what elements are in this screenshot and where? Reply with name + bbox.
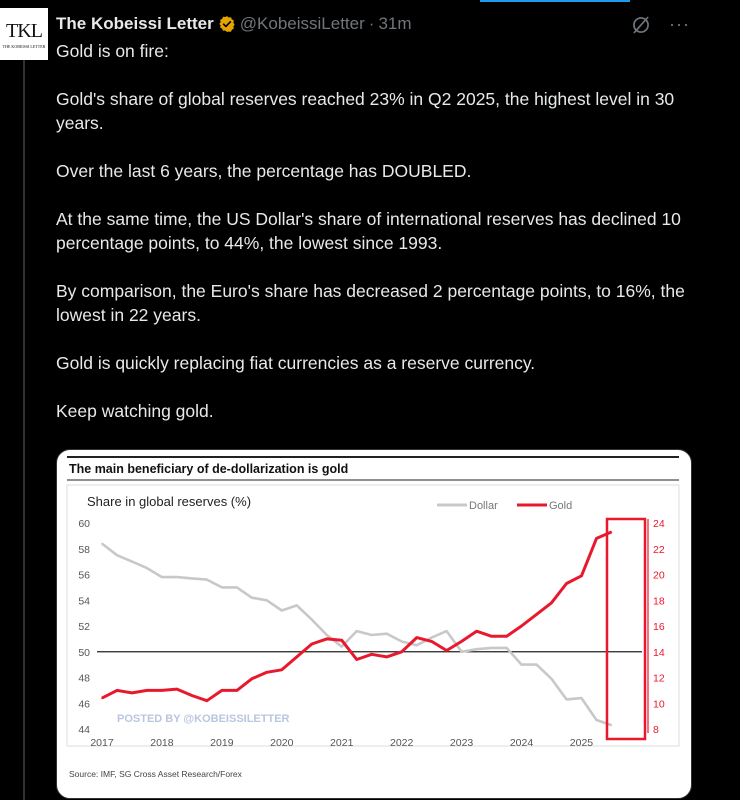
data-point-dollar [371, 634, 373, 636]
thread-line [23, 58, 25, 800]
avatar-monogram: TKL [6, 19, 42, 42]
data-point-dollar [401, 641, 403, 643]
avatar-subtext: THE KOBEISSI LETTER [2, 43, 46, 49]
left-axis-tick-label: 44 [78, 724, 90, 736]
left-axis-tick-label: 54 [78, 595, 90, 608]
data-point-gold [386, 656, 388, 658]
data-point-dollar [596, 719, 598, 721]
data-point-gold [146, 690, 148, 692]
data-point-dollar [386, 633, 388, 635]
data-point-dollar [581, 697, 583, 699]
data-point-dollar [326, 634, 328, 636]
data-point-gold [161, 690, 163, 692]
left-axis-tick-label: 58 [78, 543, 90, 556]
data-point-gold [296, 656, 298, 658]
left-axis-tick-label: 50 [78, 646, 90, 659]
data-point-gold [101, 697, 103, 699]
avatar[interactable] [0, 8, 48, 60]
left-axis-tick-label: 48 [78, 672, 90, 685]
x-axis-tick-label: 2024 [509, 737, 534, 749]
data-point-dollar [566, 699, 568, 701]
x-axis-tick-label: 2017 [90, 737, 114, 749]
data-point-dollar [146, 567, 148, 569]
grok-icon[interactable] [631, 15, 651, 35]
data-point-gold [281, 669, 283, 671]
tweet-paragraph: At the same time, the US Dollar's share of international reserves has declined 10 percentage points, to 44%, the lowest since 1993. [56, 209, 681, 253]
data-point-dollar [296, 605, 298, 607]
data-point-gold [326, 638, 328, 640]
data-point-gold [176, 688, 178, 690]
data-point-gold [221, 690, 223, 692]
data-point-gold [401, 651, 403, 653]
data-point-gold [191, 695, 193, 697]
top-accent-line [480, 0, 630, 2]
tweet-text [56, 39, 706, 447]
right-axis-tick-label: 12 [653, 672, 665, 685]
watermark: POSTED BY @KOBEISSILETTER [117, 713, 290, 725]
data-point-gold [236, 690, 238, 692]
x-axis-tick-label: 2022 [389, 737, 414, 749]
tweet-paragraph: Gold is quickly replacing fiat currencies as a reserve currency. [56, 353, 536, 373]
legend-dollar-label: Dollar [469, 500, 498, 512]
x-axis-tick-label: 2025 [569, 737, 594, 749]
chart-source: Source: IMF, SG Cross Asset Research/Forex [69, 769, 242, 779]
data-point-dollar [101, 543, 103, 545]
right-axis-tick-label: 16 [653, 621, 665, 633]
data-point-dollar [266, 600, 268, 602]
x-axis-tick-label: 2023 [449, 737, 474, 749]
data-point-gold [446, 650, 448, 652]
tweet-paragraph: Gold's share of global reserves reached 23% in Q2 2025, the highest level in 30 years. [56, 89, 675, 133]
data-point-gold [551, 602, 553, 604]
data-point-gold [116, 690, 118, 692]
data-point-gold [206, 700, 208, 702]
left-axis-tick-label: 56 [78, 569, 90, 582]
data-point-dollar [311, 619, 313, 621]
separator-dot: · [368, 14, 375, 33]
tweet-actions [631, 14, 690, 35]
tweet-paragraph: Over the last 6 years, the percentage has DOUBLED. [56, 161, 472, 181]
data-point-gold [341, 639, 343, 641]
data-point-dollar [176, 576, 178, 578]
data-point-gold [506, 636, 508, 638]
right-axis-tick-label: 18 [653, 595, 665, 608]
data-point-dollar [341, 646, 343, 648]
right-axis-tick-label: 24 [653, 518, 665, 530]
data-point-gold [491, 636, 493, 638]
left-axis-tick-label: 52 [78, 621, 90, 633]
legend-gold-label: Gold [549, 500, 573, 512]
data-point-dollar [446, 630, 448, 632]
x-axis-tick-label: 2018 [150, 737, 174, 749]
data-point-gold [266, 672, 268, 674]
right-axis-tick-label: 14 [653, 646, 665, 659]
data-point-dollar [131, 561, 133, 563]
verified-badge-icon [218, 15, 236, 33]
data-point-gold [476, 630, 478, 632]
data-point-dollar [221, 587, 223, 589]
data-point-gold [461, 641, 463, 643]
data-point-gold [536, 614, 538, 616]
tweet-paragraph: Keep watching gold. [56, 401, 214, 421]
author-handle[interactable]: @KobeissiLetter [239, 14, 365, 33]
data-point-gold [371, 654, 373, 656]
more-icon[interactable]: ··· [669, 14, 690, 34]
data-point-dollar [206, 579, 208, 581]
data-point-dollar [191, 578, 193, 580]
author-name[interactable]: The Kobeissi Letter [56, 14, 214, 33]
x-axis-tick-label: 2020 [270, 737, 294, 749]
data-point-dollar [536, 664, 538, 666]
right-axis-tick-label: 8 [653, 724, 659, 736]
chart-subtitle: Share in global reserves (%) [87, 494, 252, 509]
data-point-dollar [461, 651, 463, 653]
data-point-dollar [506, 647, 508, 649]
data-point-gold [431, 641, 433, 643]
left-axis-tick-label: 60 [78, 518, 90, 530]
data-point-gold [251, 678, 253, 680]
data-point-dollar [551, 678, 553, 680]
data-point-gold [356, 659, 358, 661]
data-point-dollar [236, 587, 238, 589]
right-axis-tick-label: 22 [653, 543, 665, 556]
data-point-dollar [416, 645, 418, 647]
data-point-dollar [251, 597, 253, 599]
tweet-header [56, 14, 412, 34]
timestamp[interactable]: 31m [378, 14, 412, 33]
data-point-dollar [281, 610, 283, 612]
data-point-dollar [476, 648, 478, 650]
x-axis-tick-label: 2019 [210, 737, 234, 749]
left-axis-tick-label: 46 [78, 698, 90, 711]
data-point-gold [131, 692, 133, 694]
data-point-gold [566, 583, 568, 585]
right-axis-tick-label: 10 [653, 698, 665, 711]
data-point-gold [521, 625, 523, 627]
tweet-paragraph: By comparison, the Euro's share has decreased 2 percentage points, to 16%, the lowest in 22 years. [56, 281, 685, 325]
data-point-gold [416, 637, 418, 639]
data-point-dollar [491, 647, 493, 649]
data-point-dollar [431, 637, 433, 639]
data-point-dollar [611, 724, 613, 726]
data-point-dollar [521, 664, 523, 666]
chart-svg [57, 450, 691, 798]
data-point-dollar [356, 630, 358, 632]
right-axis-tick-label: 20 [653, 569, 665, 582]
tweet-paragraph: Gold is on fire: [56, 41, 169, 61]
data-point-gold [611, 531, 613, 533]
data-point-gold [311, 643, 313, 645]
data-point-gold [596, 538, 598, 540]
data-point-dollar [161, 576, 163, 578]
chart-title: The main beneficiary of de-dollarization is gold [69, 462, 349, 476]
x-axis-tick-label: 2021 [330, 737, 354, 749]
data-point-gold [581, 575, 583, 577]
data-point-dollar [116, 554, 118, 556]
tweet-media-chart[interactable] [56, 449, 692, 799]
